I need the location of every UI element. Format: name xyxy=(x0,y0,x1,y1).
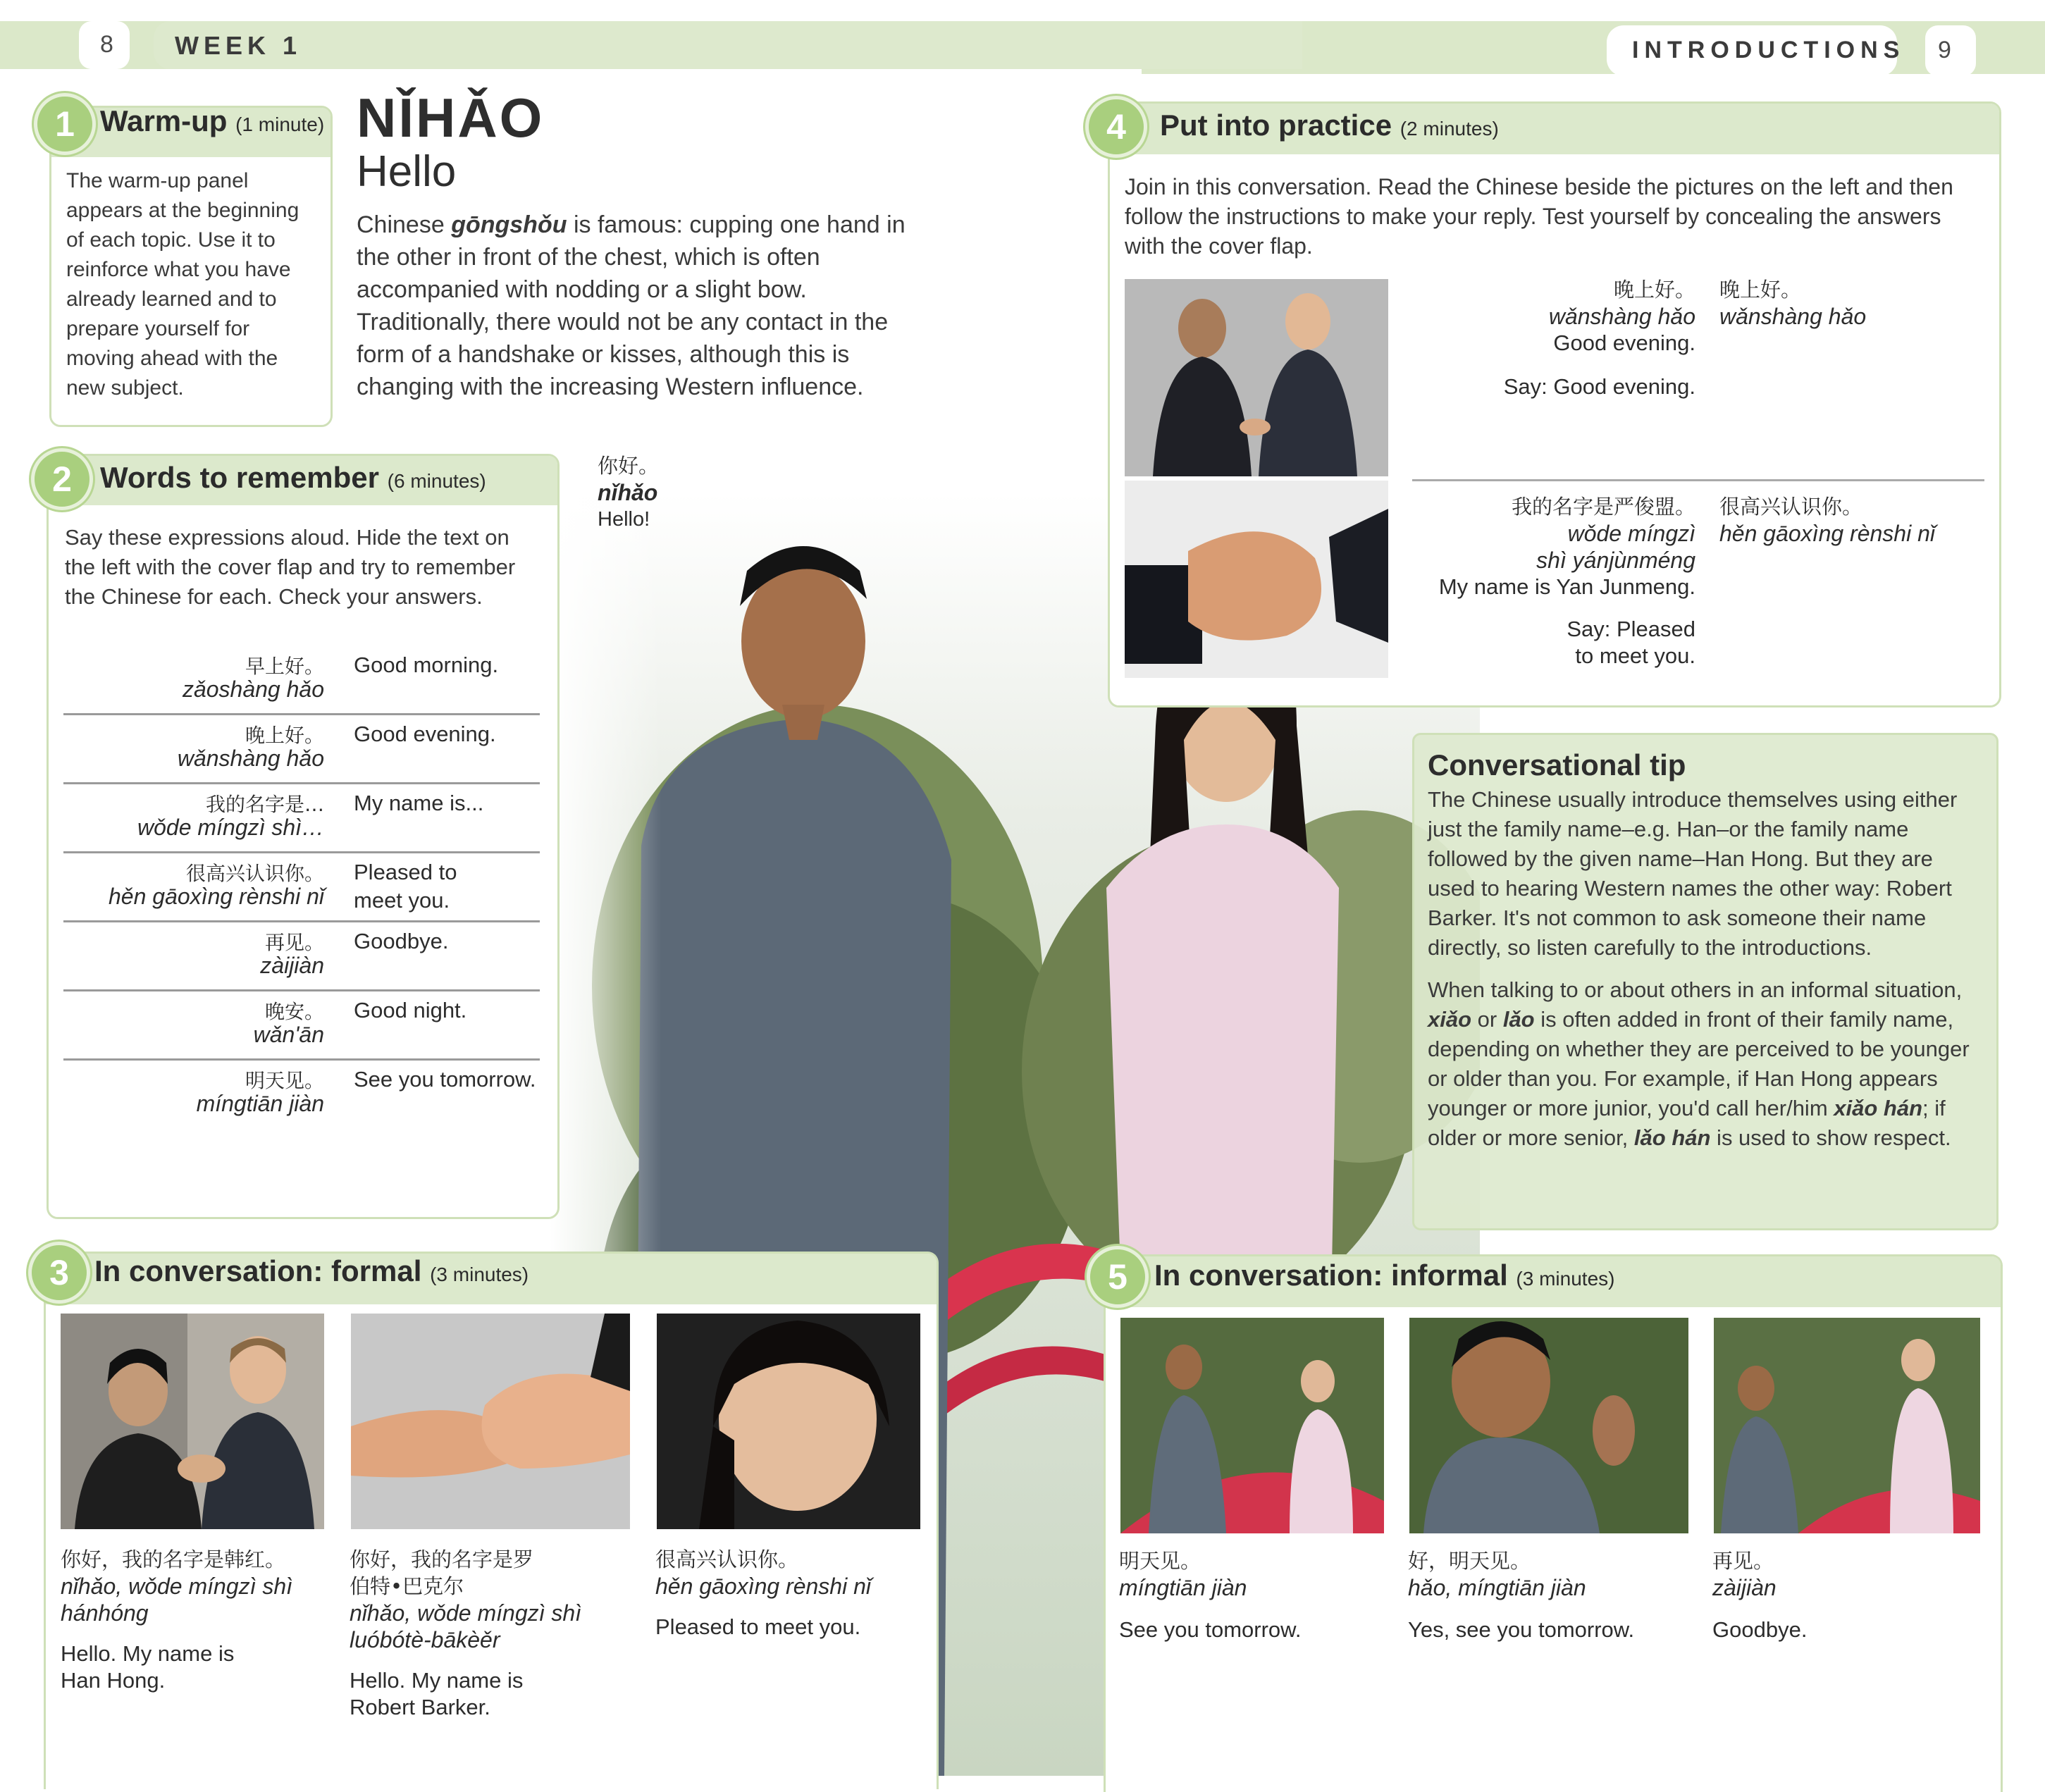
warmup-title xyxy=(100,104,324,138)
practice-answer-chinese: 很高兴认识你。 xyxy=(1719,495,1863,519)
practice-answer-2 xyxy=(1719,493,1935,547)
formal-minutes: (3 minutes) xyxy=(430,1263,529,1285)
word-english: My name is... xyxy=(354,791,484,815)
formal-caption-english: Hello. My name is Han Hong. xyxy=(61,1641,235,1693)
practice-answer-1 xyxy=(1719,276,1866,330)
week-tab xyxy=(154,21,1302,69)
word-pinyin: zàijiàn xyxy=(260,953,324,978)
formal-caption-chinese: 你好，我的名字是韩红。 xyxy=(61,1547,286,1571)
practice-answer-pinyin: wǎnshàng hǎo xyxy=(1719,304,1867,329)
word-row xyxy=(63,1058,540,1127)
word-english: Good night. xyxy=(354,998,467,1022)
formal-caption xyxy=(61,1546,342,1694)
word-chinese: 再见。 xyxy=(264,931,324,954)
formal-title-text: In conversation: formal xyxy=(94,1254,422,1287)
warmup-text: The warm-up panel appears at the beginning of each topic. Use it to reinforce what you have already learned and to prepare yourself for moving ahead with the new subject. xyxy=(66,169,299,400)
informal-caption xyxy=(1712,1547,1807,1643)
informal-photo-wave xyxy=(1120,1318,1384,1533)
photo-caption-chinese: 你好。 xyxy=(598,454,660,478)
page-heading: NǏHǍO xyxy=(357,87,545,149)
practice-number-badge: 4 xyxy=(1085,96,1147,158)
practice-answer-chinese: 晚上好。 xyxy=(1719,278,1802,302)
intro-term: gōngshǒu xyxy=(451,211,567,238)
tip-text: or xyxy=(1471,1007,1503,1032)
word-chinese: 我的名字是… xyxy=(205,793,324,816)
tip-text: ; if older or more senior, xyxy=(1428,1096,1946,1150)
practice-prompt-pinyin: wǎnshàng hǎo xyxy=(1548,304,1695,329)
practice-photo-men xyxy=(1125,279,1388,476)
warmup-number-badge: 1 xyxy=(34,93,96,155)
warmup-title-text: Warm-up xyxy=(100,104,228,137)
word-row xyxy=(63,989,540,1061)
page-subheading: Hello xyxy=(357,147,457,196)
practice-instructions: Join in this conversation. Read the Chinese beside the pictures on the left and then follow the instructions to make your reply. Test yourself by concealing the answers with the cover flap. xyxy=(1125,174,1953,259)
practice-title-text: Put into practice xyxy=(1160,109,1392,142)
word-pinyin: zǎoshàng hǎo xyxy=(182,676,324,702)
tip-term: xiǎo hán xyxy=(1834,1096,1923,1120)
formal-caption-chinese: 很高兴认识你。 xyxy=(655,1547,799,1571)
photo-caption-english: Hello! xyxy=(598,508,650,531)
practice-answer-pinyin: hěn gāoxìng rènshi nǐ xyxy=(1719,521,1935,546)
formal-caption-english: Pleased to meet you. xyxy=(655,1614,861,1639)
word-chinese: 明天见。 xyxy=(245,1069,324,1092)
word-english: See you tomorrow. xyxy=(354,1067,536,1092)
photo-caption-pinyin: nǐhǎo xyxy=(598,480,658,505)
practice-exchange-1 xyxy=(1407,276,1695,400)
tip-title: Conversational tip xyxy=(1428,748,1686,781)
formal-number-badge: 3 xyxy=(28,1242,90,1304)
section-label: INTRODUCTIONS xyxy=(1632,37,1905,63)
tip-term: lǎo hán xyxy=(1633,1125,1711,1150)
practice-prompt-chinese: 晚上好。 xyxy=(1613,278,1695,302)
word-row xyxy=(63,644,540,715)
word-chinese: 很高兴认识你。 xyxy=(185,862,324,885)
practice-divider-line xyxy=(1412,479,1984,481)
intro-paragraph xyxy=(357,209,941,403)
practice-photo-handshake xyxy=(1125,481,1388,678)
word-pinyin: míngtiān jiàn xyxy=(196,1091,324,1116)
informal-caption-english: Yes, see you tomorrow. xyxy=(1408,1617,1635,1642)
formal-caption-chinese: 你好，我的名字是罗伯特•巴克尔 xyxy=(350,1547,534,1598)
word-chinese: 晚上好。 xyxy=(245,724,324,747)
informal-caption xyxy=(1408,1547,1634,1643)
informal-minutes: (3 minutes) xyxy=(1516,1268,1615,1290)
practice-instruction: Say: Good evening. xyxy=(1503,374,1695,399)
formal-caption-english: Hello. My name is Robert Barker. xyxy=(350,1668,524,1719)
intro-text-before: Chinese xyxy=(357,211,452,238)
tip-text: is used to show respect. xyxy=(1710,1125,1951,1150)
formal-caption-pinyin: hěn gāoxìng rènshi nǐ xyxy=(655,1574,871,1599)
formal-photo-handshake xyxy=(351,1314,630,1529)
word-row xyxy=(63,920,540,991)
tip-term: lǎo xyxy=(1502,1007,1535,1032)
informal-number-badge: 5 xyxy=(1087,1246,1149,1308)
word-row xyxy=(63,782,540,853)
informal-caption-pinyin: míngtiān jiàn xyxy=(1119,1575,1247,1600)
word-english: Good evening. xyxy=(354,722,496,746)
informal-title-text: In conversation: informal xyxy=(1154,1259,1508,1292)
formal-caption-pinyin: nǐhǎo, wǒde míngzì shì luóbótè-bākèěr xyxy=(350,1600,582,1652)
practice-title xyxy=(1160,109,1499,142)
word-pinyin: wǒde míngzì shì… xyxy=(137,815,324,840)
tip-text: When talking to or about others in an informal situation, xyxy=(1428,977,1963,1002)
left-page-number: 8 xyxy=(100,31,113,58)
words-instructions: Say these expressions aloud. Hide the text on the left with the cover flap and try to remember the Chinese for each. Check your answers. xyxy=(65,525,516,609)
words-minutes: (6 minutes) xyxy=(387,470,486,492)
informal-caption-pinyin: hǎo, míngtiān jiàn xyxy=(1408,1575,1586,1600)
practice-prompt-english: My name is Yan Junmeng. xyxy=(1438,574,1695,599)
word-pinyin: hěn gāoxìng rènshi nǐ xyxy=(109,884,324,909)
word-row xyxy=(63,851,540,922)
informal-caption-pinyin: zàijiàn xyxy=(1712,1575,1777,1600)
week-label: WEEK 1 xyxy=(175,31,302,60)
word-english: Goodbye. xyxy=(354,929,449,953)
word-english: Pleased to meet you. xyxy=(354,860,457,913)
word-pinyin: wǎn'ān xyxy=(253,1022,324,1047)
words-title xyxy=(100,461,486,495)
informal-caption-chinese: 好，明天见。 xyxy=(1408,1549,1531,1573)
tip-paragraph-2 xyxy=(1428,975,1982,1153)
word-pinyin: wǎnshàng hǎo xyxy=(177,746,324,771)
word-chinese: 早上好。 xyxy=(245,655,324,678)
word-chinese: 晚安。 xyxy=(264,1000,324,1023)
tip-paragraph-1: The Chinese usually introduce themselves using either just the family name–e.g. Han–or the family name followed by the given name–Han Hong. But they are used to hearing Western names the other way: Robert Barker. It's not common to ask someone their name directly, so listen carefully to the introductions. xyxy=(1428,787,1958,960)
formal-photo-woman xyxy=(657,1314,920,1529)
practice-prompt-chinese: 我的名字是严俊盟。 xyxy=(1511,495,1695,519)
photo-caption xyxy=(598,452,659,533)
informal-photo-man-waving xyxy=(1409,1318,1688,1533)
practice-minutes: (2 minutes) xyxy=(1400,118,1499,140)
informal-caption-chinese: 再见。 xyxy=(1712,1549,1774,1573)
practice-prompt-english: Good evening. xyxy=(1553,330,1695,355)
tip-term: xiǎo xyxy=(1428,1007,1472,1032)
informal-caption-english: Goodbye. xyxy=(1712,1617,1808,1642)
formal-caption-pinyin: nǐhǎo, wǒde míngzì shì hánhóng xyxy=(61,1574,293,1626)
intro-text-after: is famous: cupping one hand in the other in front of the chest, which is often accompanied with nodding or a slight bow. Traditionally, there would not be any contact in the form of a handshake or kisses, although this is changing with the increasing Western influence. xyxy=(357,211,906,400)
informal-title xyxy=(1154,1259,1614,1292)
word-english: Good morning. xyxy=(354,653,499,677)
practice-instruction: Say: Pleased to meet you. xyxy=(1567,617,1695,668)
formal-caption xyxy=(350,1546,631,1721)
formal-title xyxy=(94,1254,529,1288)
informal-caption-chinese: 明天见。 xyxy=(1119,1549,1201,1573)
words-number-badge: 2 xyxy=(31,448,93,510)
words-title-text: Words to remember xyxy=(100,461,379,494)
informal-photo-goodbye xyxy=(1714,1318,1980,1533)
word-row xyxy=(63,713,540,784)
practice-exchange-2 xyxy=(1407,493,1695,669)
formal-caption xyxy=(655,1546,923,1640)
informal-caption-english: See you tomorrow. xyxy=(1119,1617,1302,1642)
tip-text: is often added in front of their family name, depending on whether they are perceived to be younger or older than you. For example, if Han Hong appears younger or more junior, you'd call her/him xyxy=(1428,1007,1970,1120)
formal-photo-greeting xyxy=(61,1314,324,1529)
right-page-number: 9 xyxy=(1938,37,1951,63)
warmup-minutes: (1 minute) xyxy=(235,113,325,135)
informal-caption xyxy=(1119,1547,1301,1643)
practice-prompt-pinyin: wǒde míngzì shì yánjùnméng xyxy=(1536,521,1695,573)
